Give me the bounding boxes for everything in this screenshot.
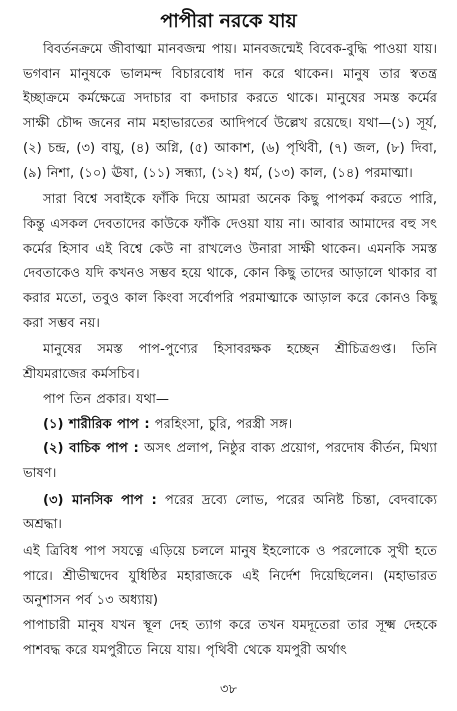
sin-type-text: অসৎ প্রলাপ, নিষ্ঠুর বাক্য প্রয়োগ, পরদোষ কীর্তন, মিথ্যা ভাষণ। — [23, 441, 437, 481]
sin-types-intro: পাপ তিন প্রকার। যথা— — [43, 391, 169, 407]
sin-type-text: পরহিংসা, চুরি, পরস্ত্রী সঙ্গ। — [154, 416, 293, 432]
page-title: পাপীরা নরকে যায় — [160, 10, 297, 32]
paragraph-yamaduta: পাপাচারী মানুষ যখন স্থূল দেহ ত্যাগ করে তখন যমদূতেরা তার সূক্ষ্ম দেহকে পাশবদ্ধ করে যমপুরীতে নিয়ে যায়। পৃথিবী থেকে যমপুরী অর্থাৎ — [23, 618, 437, 658]
sin-type-label: (২) বাচিক পাপ : — [43, 441, 139, 457]
paragraph-witnesses: সারা বিশ্বে সবাইকে ফাঁকি দিয়ে আমরা অনেক কিছু পাপকর্ম করতে পারি, কিন্তু এসকল দেবতাদের কাউকে ফাঁকি দেওয়া যায় না। আবার আমাদের বহু সৎ কর্মের হিসাব এই বিশ্বে কেউ না রাখলেও উনারা সাক্ষী থাকেন। এমনকি সমস্ত দেবতাকেও যদি কখনও সম্ভব হয়ে থাকে, কোন কিছু তাদের আড়ালে থাকার বা করার মতো, তবুও কাল কিংবা সর্বোপরি পরমাত্মাকে আড়াল করে কোনও কিছু করা সম্ভব নয়। — [23, 192, 437, 331]
sin-type-mental — [23, 489, 437, 538]
sin-type-physical — [23, 413, 437, 438]
paragraph-chitragupta: মানুষের সমস্ত পাপ-পুণ্যের হিসাবরক্ষক হচ্ছেন শ্রীচিত্রগুপ্ত। তিনি শ্রীযমরাজের কর্মসচিব। — [23, 342, 437, 383]
page-body — [23, 38, 437, 664]
sin-type-label: (১) শারীরিক পাপ : — [43, 416, 150, 432]
paragraph-avoid-sins: এই ত্রিবিধ পাপ সযত্নে এড়িয়ে চললে মানুষ ইহলোকে ও পরলোকে সুখী হতে পারে। শ্রীভীষ্মদেব যুধিষ্ঠির মহারাজকে এই নির্দেশ দিয়েছিলেন। (মহাভারত অনুশাসন পর্ব ১৩ অধ্যায়) — [23, 544, 437, 609]
sin-type-verbal — [23, 437, 437, 486]
sin-type-label: (৩) মানসিক পাপ : — [43, 492, 157, 508]
sin-type-text: পরের দ্রব্যে লোভ, পরের অনিষ্ট চিন্তা, বেদবাক্যে অশ্রদ্ধা। — [23, 492, 437, 533]
paragraph-evolution: বিবর্তনক্রমে জীবাত্মা মানবজন্ম পায়। মানবজন্মেই বিবেক-বুদ্ধি পাওয়া যায়। ভগবান মানুষকে ভালমন্দ বিচারবোধ দান করে থাকেন। মানুষ তার স্বতন্ত্র ইচ্ছাক্রমে কর্মক্ষেত্রে সদাচার বা কদাচার করতে থাকে। মানুষের সমস্ত কর্মের সাক্ষী চৌদ্দ জনের নাম মহাভারতের আদিপর্বে উল্লেখ রয়েছে। যথা—(১) সূর্য, (২) চন্দ্র, (৩) বায়ু, (৪) অগ্নি, (৫) আকাশ, (৬) পৃথিবী, (৭) জল, (৮) দিবা, (৯) নিশা, (১০) ঊষা, (১১) সন্ধ্যা, (১২) ধর্ম, (১৩) কাল, (১৪) পরমাত্মা। — [23, 42, 437, 181]
page-number: ৩৮ — [220, 682, 237, 697]
